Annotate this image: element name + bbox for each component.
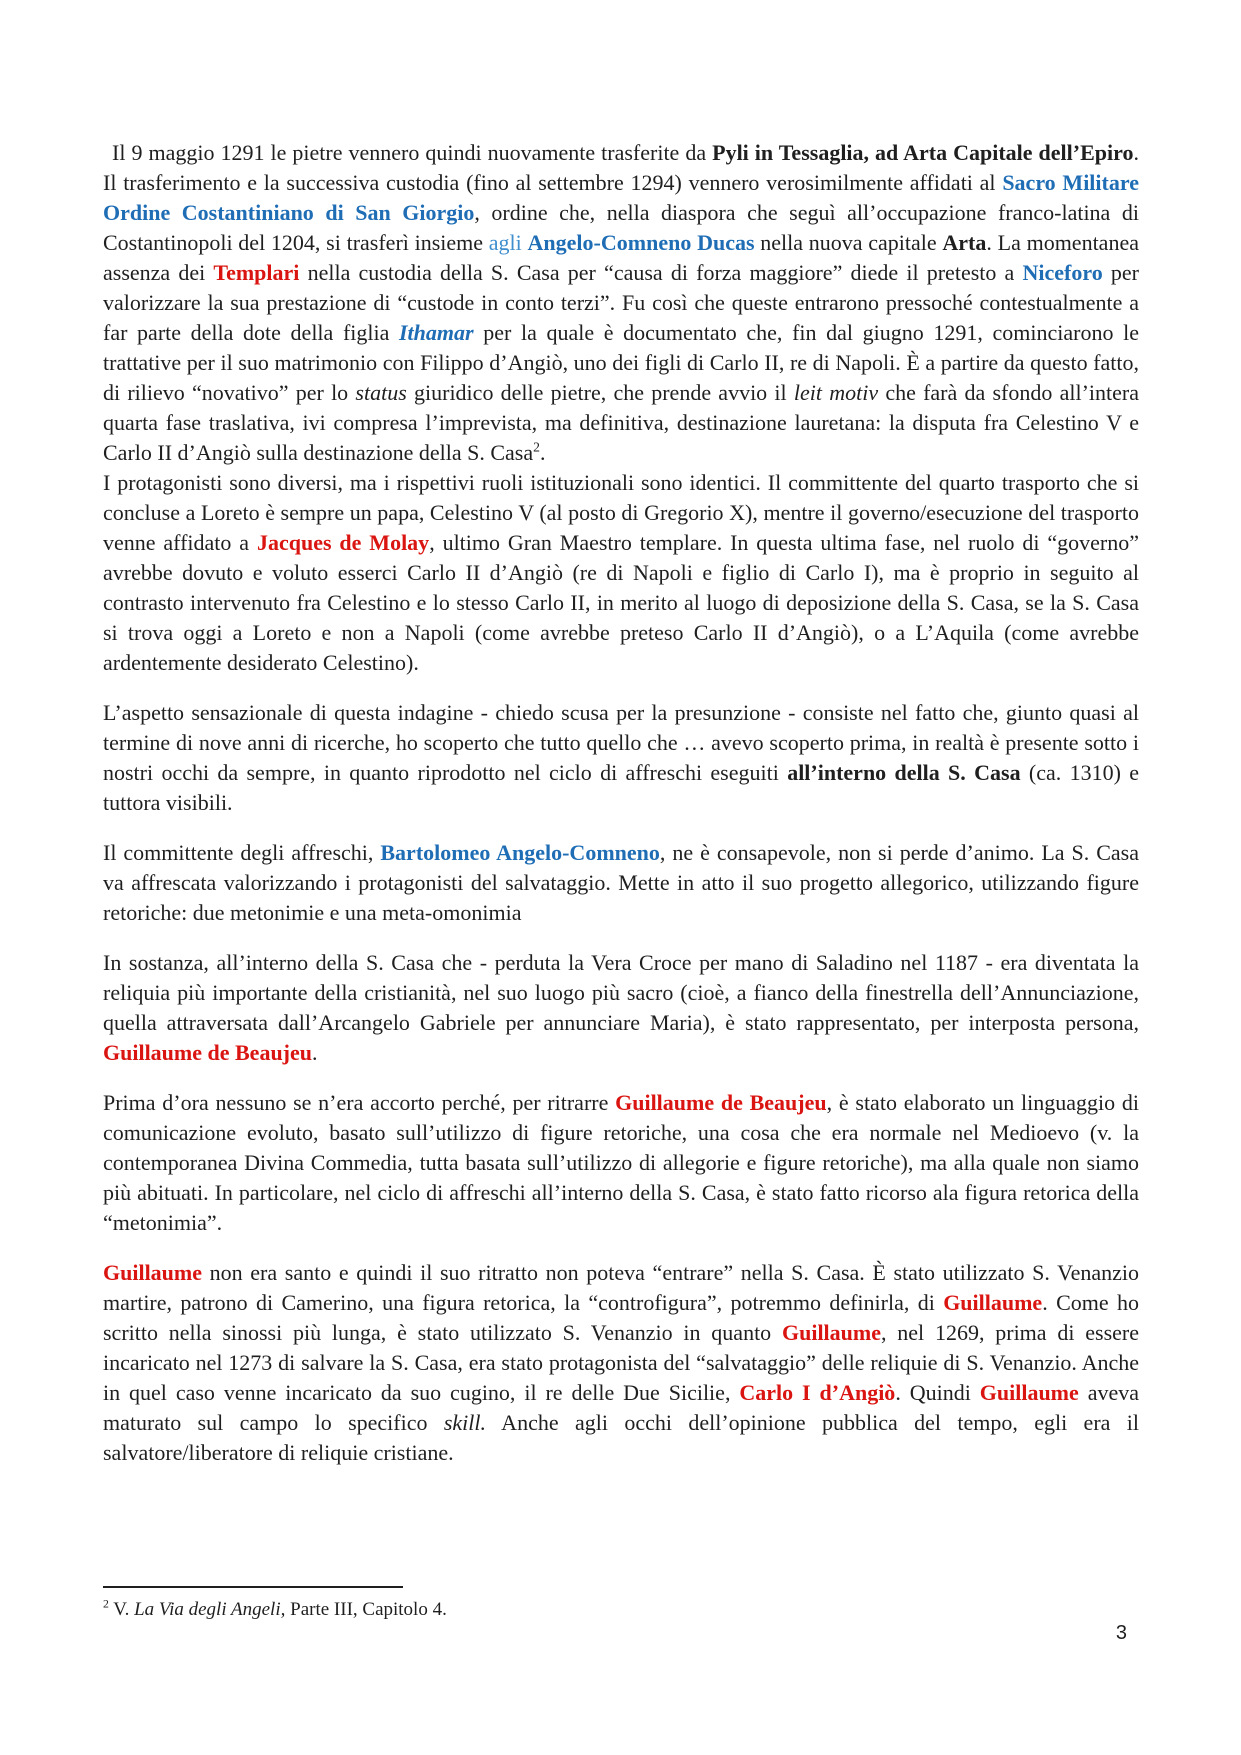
text-run: . Come ho scritto nella sinossi più lunga, è stato utilizzato S. Venanzio in quanto [103,1290,1139,1345]
text-run: Il 9 maggio 1291 le pietre vennero quindi nuovamente trasferite da [112,140,713,165]
paragraphs [103,138,1139,1468]
text-run: giuridico delle pietre, che prende avvio il [406,380,794,405]
text-run: agli [488,230,522,255]
text-run: , è stato elaborato un linguaggio di comunicazione evoluto, basato sull’utilizzo di figure retoriche, una cosa che era normale nel Medioevo (v. la contemporanea Divina Commedia, tutta basata sull’utilizzo di allegorie e figure retoriche), ma alla quale non siamo più abituati. In particolare, nel ciclo di affreschi all’interno della S. Casa, è stato fatto ricorso ala figura retorica della “metonimia”. [103,1090,1139,1235]
text-run: leit motiv [793,380,879,405]
text-run: Templari [213,260,300,285]
text-run: I protagonisti sono diversi, ma i rispettivi ruoli istituzionali sono identici. Il committente del quarto trasporto che si concluse a Loreto è sempre un papa, Celestino V (al posto di Gregorio X), mentre il governo/esecuzione del trasporto venne affidato a [103,470,1139,555]
text-run: per valorizzare la sua prestazione di “custode in conto terzi”. Fu così che queste entrarono pressoché contestualmente a far parte della dote della figlia [103,260,1140,345]
footnote [103,1586,1139,1622]
text-run: Prima d’ora nessuno se n’era accorto perché, per ritrarre [103,1090,616,1115]
text-run: V. [108,1599,135,1620]
paragraph [103,1088,1139,1238]
footnote-reference: 2 [103,1597,109,1611]
text-run: In sostanza, all’interno della S. Casa che - perduta la Vera Croce per mano di Saladino nel 1187 - era diventata la reliquia più importante della cristianità, nel suo luogo più sacro (cioè, a fianco della finestrella dell’Annunciazione, quella attraversata dall’Arcangelo Gabriele per annunciare Maria), è stato rappresentato, per interposta persona, [103,950,1139,1035]
text-run: Il committente degli affreschi, [103,840,381,865]
paragraph [103,1258,1139,1468]
paragraph [103,948,1139,1068]
text-run: . [539,440,546,465]
text-run: Pyli in Tessaglia, ad Arta Capitale dell’Epiro [712,140,1134,165]
paragraph [103,138,1139,468]
text-run: Angelo-Comneno Ducas [527,230,755,255]
text-run: Guillaume [979,1380,1079,1405]
text-run: aveva maturato sul campo lo specifico [103,1380,1139,1435]
text-run: Guillaume de Beaujeu [103,1040,313,1065]
text-run: . Il trasferimento e la successiva custodia (fino al settembre 1294) vennero verosimilmente affidati al [103,140,1139,195]
text-run: Anche agli occhi dell’opinione pubblica del tempo, egli era il salvatore/liberatore di reliquie cristiane. [103,1410,1140,1465]
text-run: , ordine che, nella diaspora che seguì all’occupazione franco-latina di Costantinopoli del 1204, si trasferì insieme [103,200,1139,255]
text-run: Sacro Militare Ordine Costantiniano di San Giorgio [103,170,1139,225]
text-run: . [312,1040,318,1065]
text-run: Guillaume [103,1260,203,1285]
text-run: , nel 1269, prima di essere incaricato nel 1273 di salvare la S. Casa, era stato protagonista del “salvataggio” delle reliquie di S. Venanzio. Anche in quel caso venne incaricato da suo cugino, il re delle Due Sicilie, [103,1320,1139,1405]
text-run: L’aspetto sensazionale di questa indagine - chiedo scusa per la presunzione - consiste nel fatto che, giunto quasi al termine di nove anni di ricerche, ho scoperto che tutto quello che … avevo scoperto prima, in realtà è presente sotto i nostri occhi da sempre, in quanto riprodotto nel ciclo di affreschi eseguiti [103,700,1139,785]
text-run: che farà da sfondo all’intera quarta fase traslativa, ivi compresa l’imprevista, ma definitiva, destinazione lauretana: la disputa fra Celestino V e Carlo II d’Angiò sulla destinazione della S. Casa [103,380,1140,465]
text-run: Guillaume de Beaujeu [615,1090,827,1115]
text-run: per la quale è documentato che, fin dal giugno 1291, cominciarono le trattative per il suo matrimonio con Filippo d’Angiò, uno dei figli di Carlo II, re di Napoli. È a partire da questo fatto, di rilievo “novativo” per lo [103,320,1139,405]
page-number: 3 [1115,1622,1127,1644]
text-run: non era santo e quindi il suo ritratto non poteva “entrare” nella S. Casa. È stato utilizzato S. Venanzio martire, patrono di Camerino, una figura retorica, la “controfigura”, potremmo definirla, di [103,1260,1139,1315]
text-run: skill. [443,1410,487,1435]
text-run: Guillaume [943,1290,1043,1315]
text-run: . Quindi [895,1380,980,1405]
text-run: Guillaume [781,1320,881,1345]
footnote-separator [103,1586,403,1588]
text-run: Niceforo [1022,260,1103,285]
text-run: Parte III, Capitolo 4. [285,1599,447,1620]
text-run: , ultimo Gran Maestro templare. In questa ultima fase, nel ruolo di “governo” avrebbe dovuto e voluto esserci Carlo II d’Angiò (re di Napoli e figlio di Carlo I), ma è proprio in seguito al contrasto intervenuto fra Celestino e lo stesso Carlo II, in merito al luogo di deposizione della S. Casa, se la S. Casa si trova oggi a Loreto e non a Napoli (come avrebbe preteso Carlo II d’Angiò), o a L’Aquila (come avrebbe ardentemente desiderato Celestino). [103,530,1139,675]
paragraph [103,698,1139,818]
text-run: Arta [942,230,987,255]
text-run: all’interno della S. Casa [787,760,1021,785]
page-body [103,138,1139,1468]
footnote-text [103,1597,1139,1622]
text-run: . La momentanea assenza dei [103,230,1139,285]
text-run: Jacques de Molay [256,530,430,555]
text-run: status [355,380,407,405]
text-run: , ne è consapevole, non si perde d’animo. La S. Casa va affrescata valorizzando i protagonisti del salvataggio. Mette in atto il suo progetto allegorico, utilizzando figure retoriche: due metonimie e una meta-omonimia [103,840,1140,925]
text-run: nella nuova capitale [754,230,943,255]
text-run: (ca. 1310) e tuttora visibili. [103,760,1140,815]
text-run: Ithamar [399,320,474,345]
text-run: nella custodia della S. Casa per “causa di forza maggiore” diede il pretesto a [299,260,1023,285]
footnote-reference: 2 [533,439,540,455]
paragraph [103,838,1139,928]
text-run: Bartolomeo Angelo-Comneno [380,840,660,865]
text-run: La Via degli Angeli, [134,1599,286,1620]
text-run: Carlo I d’Angiò [739,1380,896,1405]
paragraph [103,468,1139,678]
